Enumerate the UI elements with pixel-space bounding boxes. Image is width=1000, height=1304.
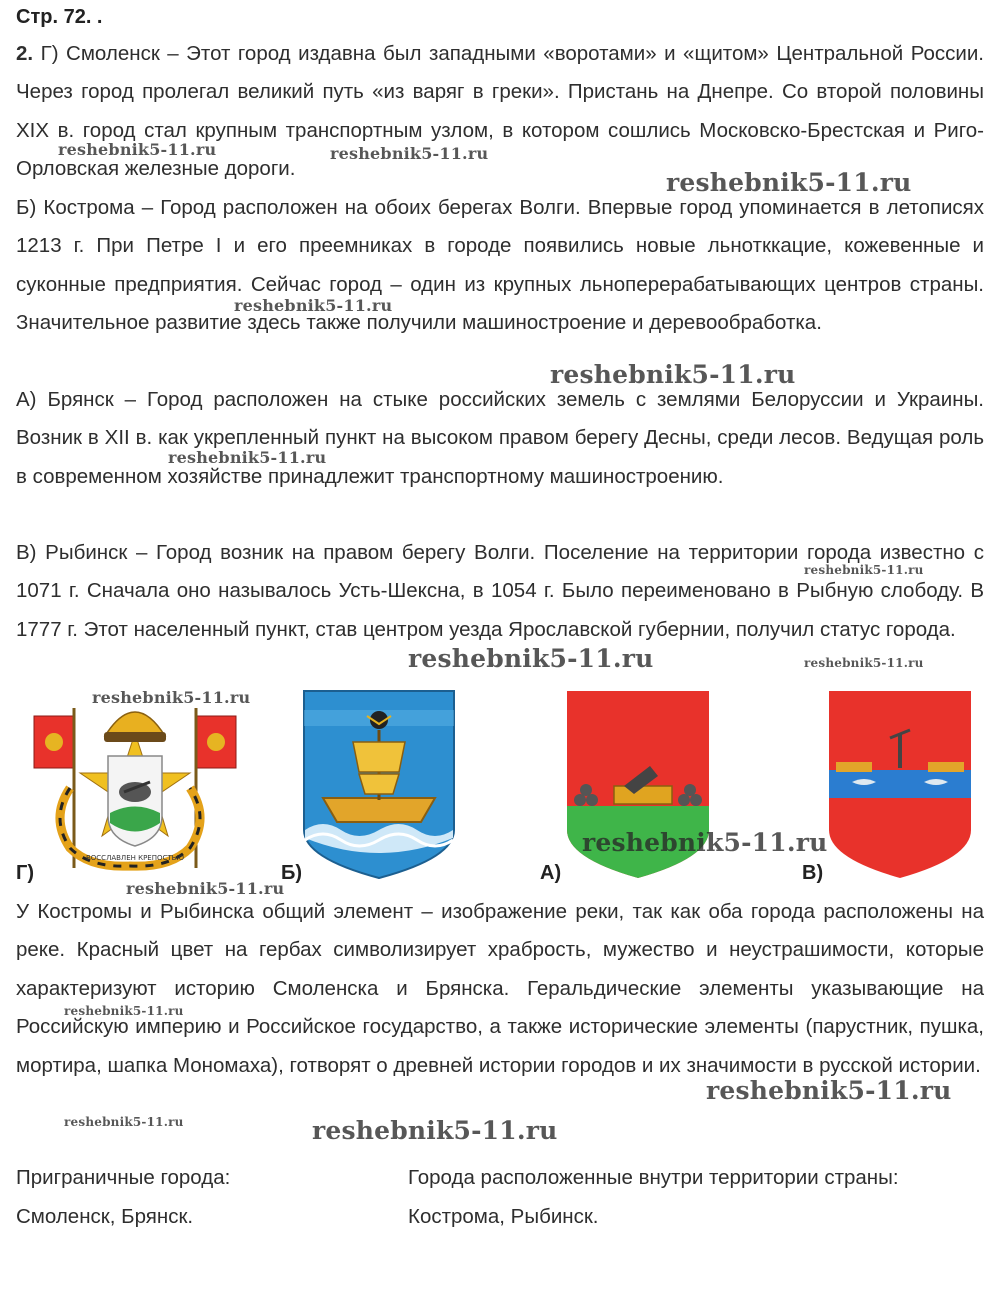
watermark: reshebnik5-11.ru	[706, 1076, 952, 1105]
watermark: reshebnik5-11.ru	[92, 688, 251, 707]
coat-label-kostroma: Б)	[281, 862, 303, 884]
coat-label-bryansk: А)	[540, 862, 562, 884]
smolensk-motto: ВОССЛАВЛЕН КРЕПОСТЬЮ	[85, 854, 185, 862]
watermark: reshebnik5-11.ru	[234, 296, 393, 315]
watermark: reshebnik5-11.ru	[804, 656, 924, 670]
watermark: reshebnik5-11.ru	[408, 644, 654, 673]
watermark: reshebnik5-11.ru	[804, 563, 924, 577]
watermark: reshebnik5-11.ru	[126, 879, 285, 898]
border-cities-title: Приграничные города:	[16, 1166, 231, 1189]
watermark: reshebnik5-11.ru	[64, 1004, 184, 1018]
paragraph-comparison: У Костромы и Рыбинска общий элемент – изображение реки, так как оба города расположены на реке. Красный цвет на гербах символизирует храбрость, мужество и неустрашимости, которые характеризуют историю Смоленска и Брянска. Геральдические элементы указывающие на Российскую империю и Российское государство, а также исторические элементы (парустник, пушка, мортира, шапка Мономаха), готворят о древней истории городов и их значимости в русской истории.	[16, 900, 984, 1077]
border-cities-value: Смоленск, Брянск.	[16, 1205, 194, 1228]
bryansk-coat-of-arms	[566, 690, 710, 880]
paragraph-smolensk-text: Г) Смоленск – Этот город издавна был западными «воротами» и «щитом» Центральной России. Через город пролегал великий путь «из варяг в греки». Пристань на Днепре. Со второй половины XIX в. город стал крупным транспортным узлом, в котором сошлись Московско-Брестская и Риго-Орловская железные дороги.	[16, 42, 984, 181]
watermark: reshebnik5-11.ru	[58, 140, 217, 159]
watermark: reshebnik5-11.ru	[330, 144, 489, 163]
inland-cities-value: Кострома, Рыбинск.	[408, 1205, 599, 1228]
rybinsk-coat-of-arms	[828, 690, 972, 880]
paragraph-bryansk: А) Брянск – Город расположен на стыке российских земель с землями Белоруссии и Украины. Возник в XII в. как укрепленный пункт на высоком правом берегу Десны, среди лесов. Ведущая роль в современном хозяйстве принадлежит транспортному машиностроению.	[16, 388, 984, 488]
watermark: reshebnik5-11.ru	[168, 448, 327, 467]
watermark: reshebnik5-11.ru	[666, 168, 912, 197]
paragraph-kostroma: Б) Кострома – Город расположен на обоих берегах Волги. Впервые город упоминается в летописях 1213 г. При Петре I и его преемниках в городе появились новые льнотккацие, кожевенные и суконные предприятия. Сейчас город – один из крупных льноперерабатывающих центров страны. Значительное развитие здесь также получили машиностроение и деревообработка.	[16, 196, 984, 335]
paragraph-rybinsk: В) Рыбинск – Город возник на правом берегу Волги. Поселение на территории города известно с 1071 г. Сначала оно называлось Усть-Шексна, в 1054 г. Было переименовано в Рыбную слободу. В 1777 г. Этот населенный пункт, став центром уезда Ярославской губернии, получил статус города.	[16, 541, 984, 641]
watermark: reshebnik5-11.ru	[312, 1116, 558, 1145]
watermark: reshebnik5-11.ru	[550, 360, 796, 389]
task-number: 2.	[16, 42, 34, 65]
smolensk-coat-of-arms	[30, 688, 240, 878]
inland-cities-title: Города расположенные внутри территории страны:	[408, 1166, 899, 1189]
coat-label-rybinsk: В)	[802, 862, 824, 884]
paragraph-smolensk	[16, 35, 984, 189]
watermark: reshebnik5-11.ru	[582, 828, 828, 857]
kostroma-coat-of-arms	[303, 690, 455, 880]
page-number: Стр. 72. .	[16, 6, 103, 28]
coat-label-smolensk: Г)	[16, 862, 34, 884]
watermark: reshebnik5-11.ru	[64, 1115, 184, 1129]
